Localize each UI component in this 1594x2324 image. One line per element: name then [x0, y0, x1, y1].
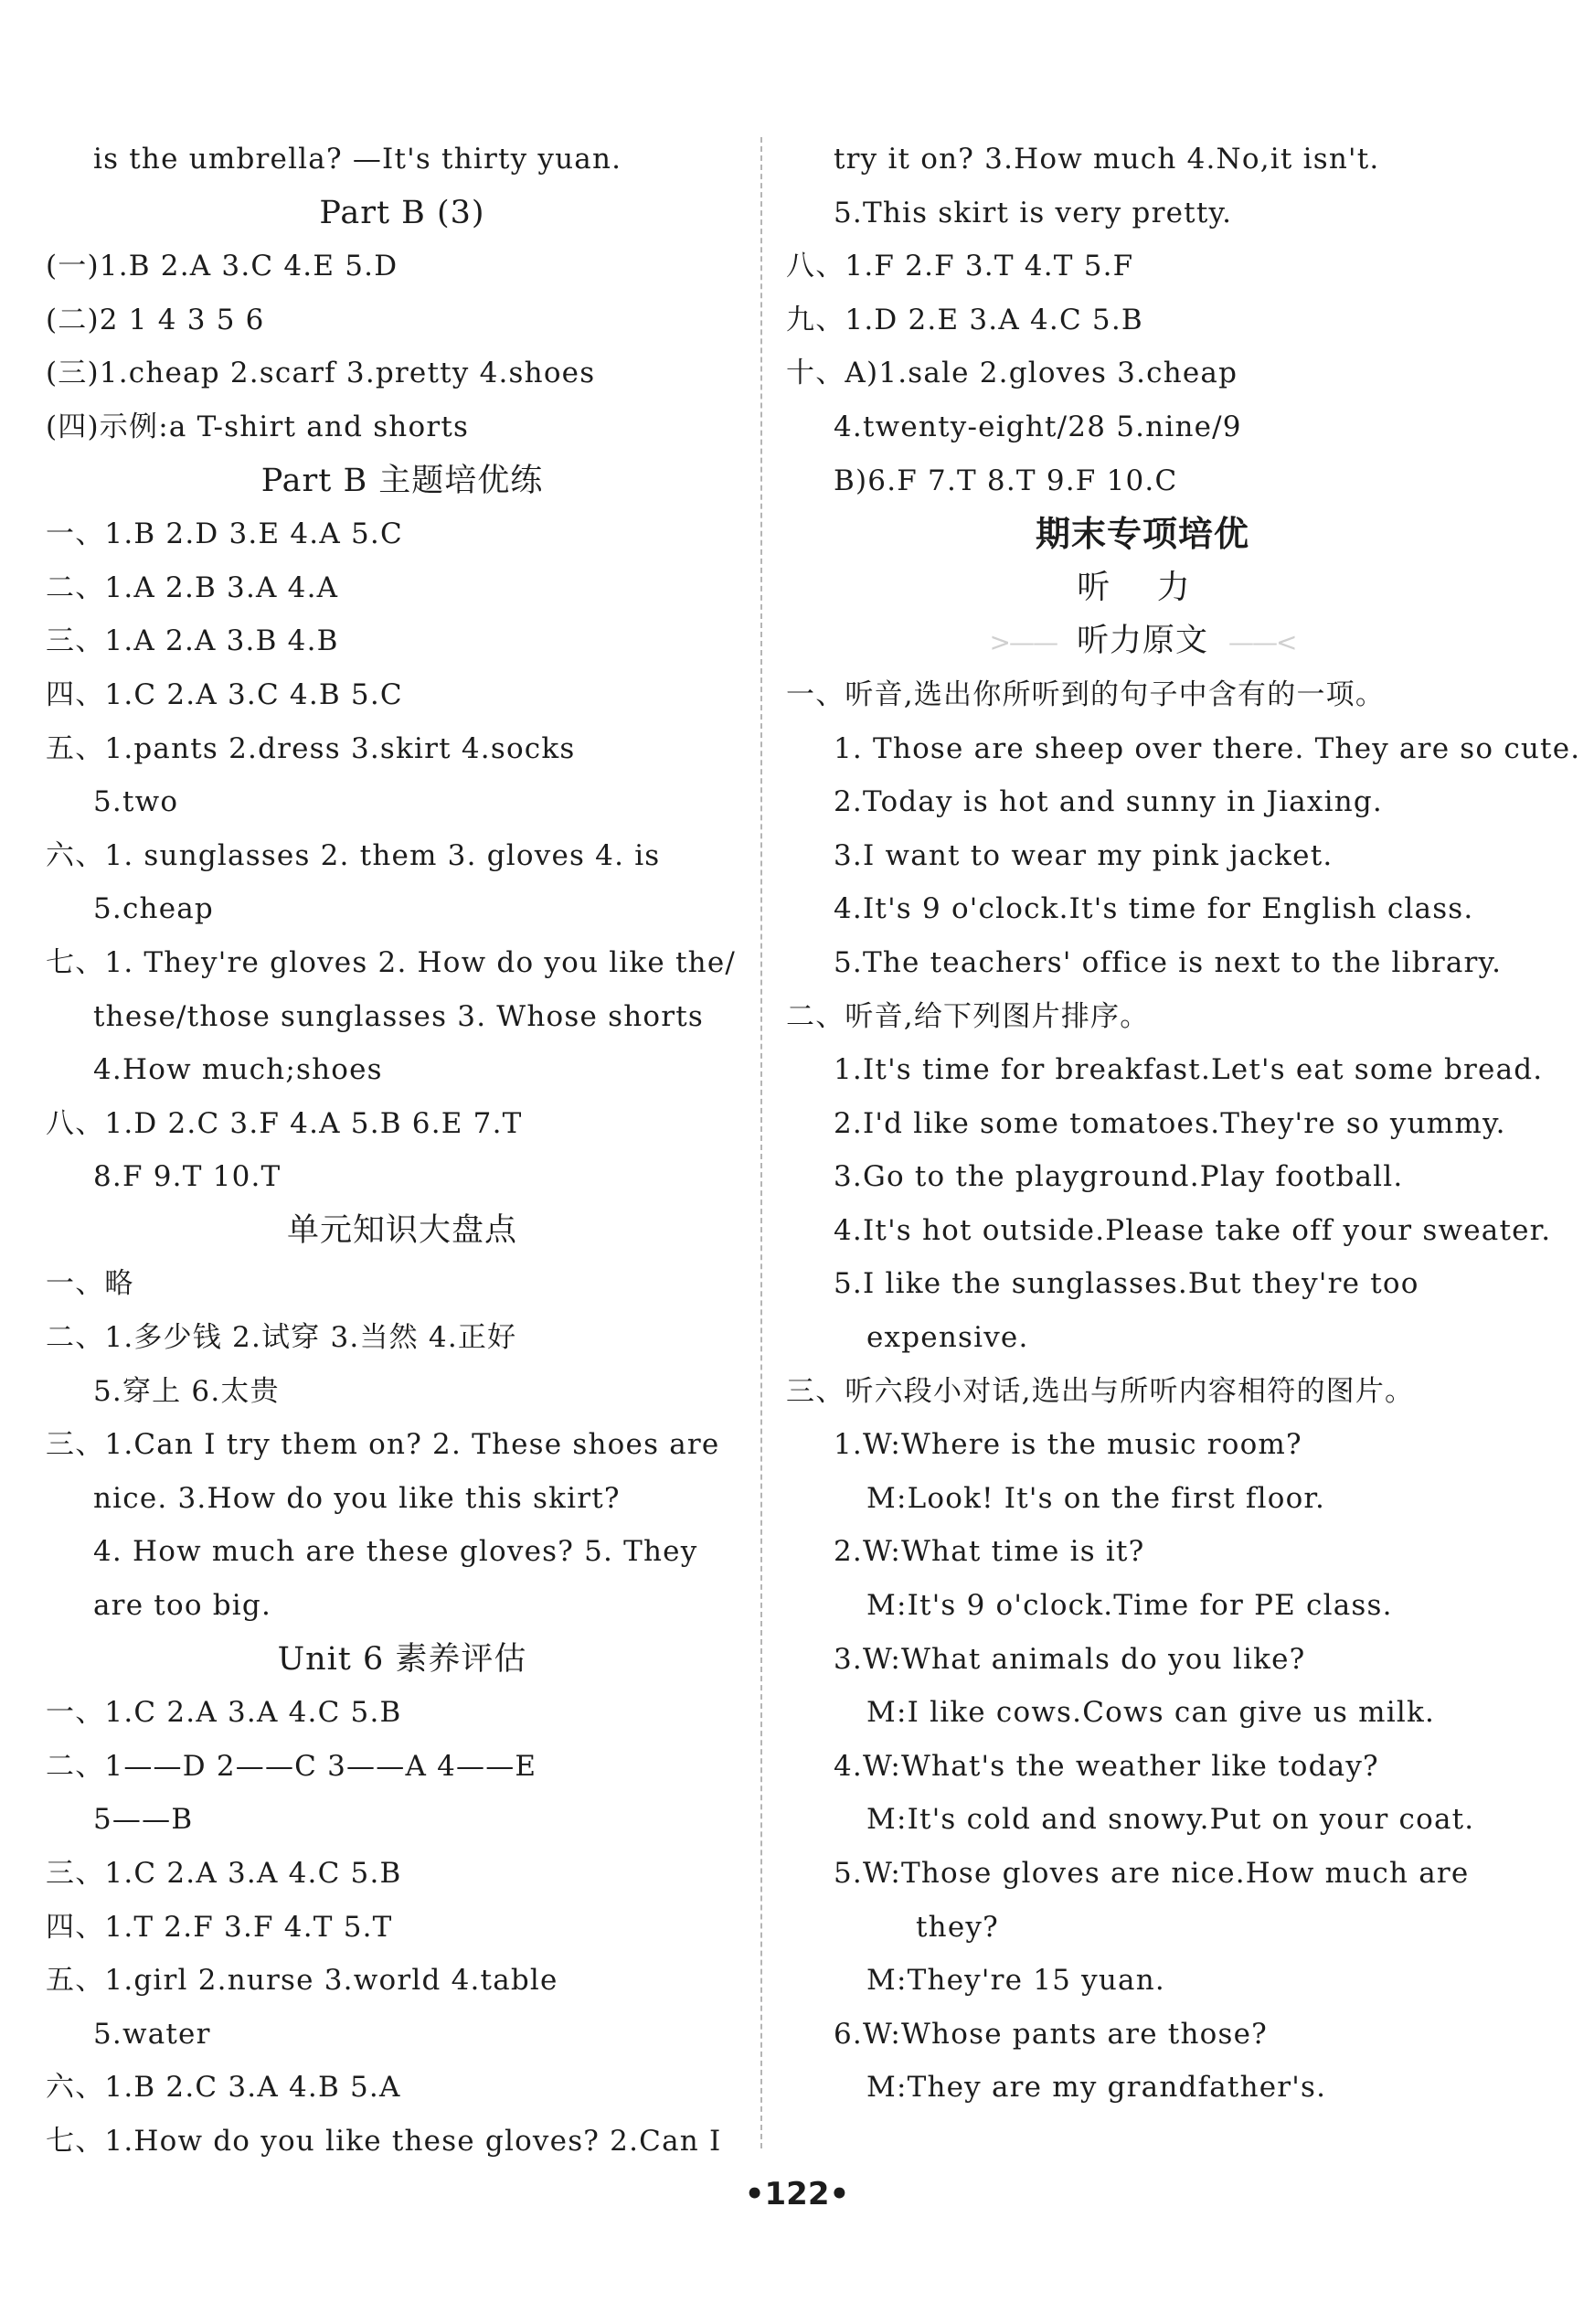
answer-line: (三)1.cheap 2.scarf 3.pretty 4.shoes [46, 357, 596, 390]
answer-line: 一、1.B 2.D 3.E 4.A 5.C [46, 517, 403, 551]
answer-line: (二)2 1 4 3 5 6 [46, 303, 265, 336]
answer-line: 4. How much are these gloves? 5. They [93, 1535, 698, 1569]
answer-line: 5.This skirt is very pretty. [834, 196, 1233, 229]
answer-line: 九、1.D 2.E 3.A 4.C 5.B [786, 303, 1143, 336]
answer-line: 2.I'd like some tomatoes.They're so yummy. [834, 1106, 1506, 1140]
answer-line: 2.W:What time is it? [834, 1535, 1145, 1569]
answer-line: 4.twenty-eight/28 5.nine/9 [834, 410, 1242, 443]
answer-line: 4.How much;shoes [93, 1053, 383, 1087]
answer-line: 3.I want to wear my pink jacket. [834, 838, 1334, 872]
answer-line: 5——B [93, 1803, 194, 1837]
answer-line: 五、1.girl 2.nurse 3.world 4.table [46, 1964, 558, 1998]
answer-line: 三、1.C 2.A 3.A 4.C 5.B [46, 1857, 402, 1890]
right-column [786, 133, 1581, 2115]
answer-line: are too big. [93, 1589, 271, 1623]
answer-line: 5.two [93, 785, 179, 819]
answer-line: 一、略 [46, 1267, 134, 1301]
answer-line: 4.W:What's the weather like today? [834, 1749, 1379, 1783]
answer-line: 一、1.C 2.A 3.A 4.C 5.B [46, 1696, 402, 1730]
answer-line: M:I like cows.Cows can give us milk. [866, 1696, 1436, 1730]
answer-line: 5.The teachers' office is next to the library. [834, 945, 1503, 979]
section-heading: 听 力 [1077, 568, 1208, 606]
answer-line: M:It's cold and snowy.Put on your coat. [866, 1803, 1475, 1837]
answer-line: try it on? 3.How much 4.No,it isn't. [834, 143, 1380, 176]
answer-line: these/those sunglasses 3. Whose shorts [93, 999, 705, 1033]
section-heading: 单元知识大盘点 [286, 1211, 517, 1249]
answer-line: 8.F 9.T 10.T [93, 1160, 282, 1194]
answer-line: 二、1.多少钱 2.试穿 3.当然 4.正好 [46, 1321, 517, 1355]
answer-line: 七、1.How do you like these gloves? 2.Can I [46, 2124, 722, 2158]
answer-line: 1.W:Where is the music room? [834, 1428, 1302, 1462]
answer-line: 六、1. sunglasses 2. them 3. gloves 4. is [46, 838, 661, 872]
answer-line: 二、听音,给下列图片排序。 [786, 999, 1150, 1033]
answer-line: they? [916, 1910, 999, 1944]
answer-line: M:They are my grandfather's. [866, 2071, 1327, 2105]
section-heading: Part B (3) [319, 194, 485, 231]
section-heading [786, 614, 1499, 668]
answer-line: 4.It's 9 o'clock.It's time for English class. [834, 892, 1474, 926]
heading-text: 听力原文 [1076, 623, 1208, 660]
answer-line: 5.water [93, 2017, 211, 2051]
answer-line: 5.穿上 6.太贵 [93, 1374, 280, 1408]
answer-line: B)6.F 7.T 8.T 9.F 10.C [834, 464, 1178, 497]
answer-line: M:Look! It's on the first floor. [866, 1481, 1326, 1515]
section-heading: Unit 6 素养评估 [277, 1640, 527, 1678]
answer-line: 1. Those are sheep over there. They are so cute. [834, 731, 1581, 765]
answer-line: 3.W:What animals do you like? [834, 1642, 1306, 1676]
answer-line: 6.W:Whose pants are those? [834, 2017, 1268, 2051]
answer-line: 四、1.T 2.F 3.F 4.T 5.T [46, 1910, 393, 1944]
answer-line: is the umbrella? —It's thirty yuan. [93, 143, 622, 176]
answer-line: 1.It's time for breakfast.Let's eat some bread. [834, 1053, 1544, 1087]
answer-line: 六、1.B 2.C 3.A 4.B 5.A [46, 2071, 401, 2105]
answer-line: 3.Go to the playground.Play football. [834, 1160, 1404, 1194]
answer-line: 5.W:Those gloves are nice.How much are [834, 1857, 1470, 1890]
section-heading: 期末专项培优 [1035, 513, 1249, 555]
answer-line: 一、听音,选出你所听到的句子中含有的一项。 [786, 677, 1386, 711]
answer-line: 2.Today is hot and sunny in Jiaxing. [834, 785, 1383, 819]
answer-line: 二、1——D 2——C 3——A 4——E [46, 1749, 537, 1783]
answer-line: 八、1.D 2.C 3.F 4.A 5.B 6.E 7.T [46, 1106, 523, 1140]
answer-line: 5.I like the sunglasses.But they're too [834, 1267, 1419, 1301]
section-heading: Part B 主题培优练 [260, 462, 544, 499]
answer-line: 五、1.pants 2.dress 3.skirt 4.socks [46, 731, 576, 765]
answer-line: (四)示例:a T-shirt and shorts [46, 410, 470, 443]
answer-line: M:They're 15 yuan. [866, 1964, 1165, 1998]
left-ornament-icon: >—— [989, 626, 1057, 657]
answer-line: 三、1.A 2.A 3.B 4.B [46, 624, 339, 658]
column-divider [760, 137, 762, 2148]
answer-line: 四、1.C 2.A 3.C 4.B 5.C [46, 677, 403, 711]
left-column [46, 133, 759, 2169]
answer-line: expensive. [866, 1321, 1029, 1355]
answer-line: 八、1.F 2.F 3.T 4.T 5.F [786, 250, 1134, 283]
answer-line: 七、1. They're gloves 2. How do you like the/ [46, 945, 737, 979]
answer-line: nice. 3.How do you like this skirt? [93, 1481, 621, 1515]
answer-line: M:It's 9 o'clock.Time for PE class. [866, 1589, 1393, 1623]
right-ornament-icon: ——< [1228, 626, 1296, 657]
answer-line: 三、1.Can I try them on? 2. These shoes are [46, 1428, 720, 1462]
page-number: •122• [744, 2176, 850, 2212]
answer-line: 4.It's hot outside.Please take off your sweater. [834, 1213, 1552, 1247]
answer-line: 十、A)1.sale 2.gloves 3.cheap [786, 357, 1238, 390]
answer-line: 二、1.A 2.B 3.A 4.A [46, 570, 339, 604]
answer-line: 三、听六段小对话,选出与所听内容相符的图片。 [786, 1374, 1415, 1408]
answer-line: (一)1.B 2.A 3.C 4.E 5.D [46, 250, 398, 283]
answer-line: 5.cheap [93, 892, 214, 926]
